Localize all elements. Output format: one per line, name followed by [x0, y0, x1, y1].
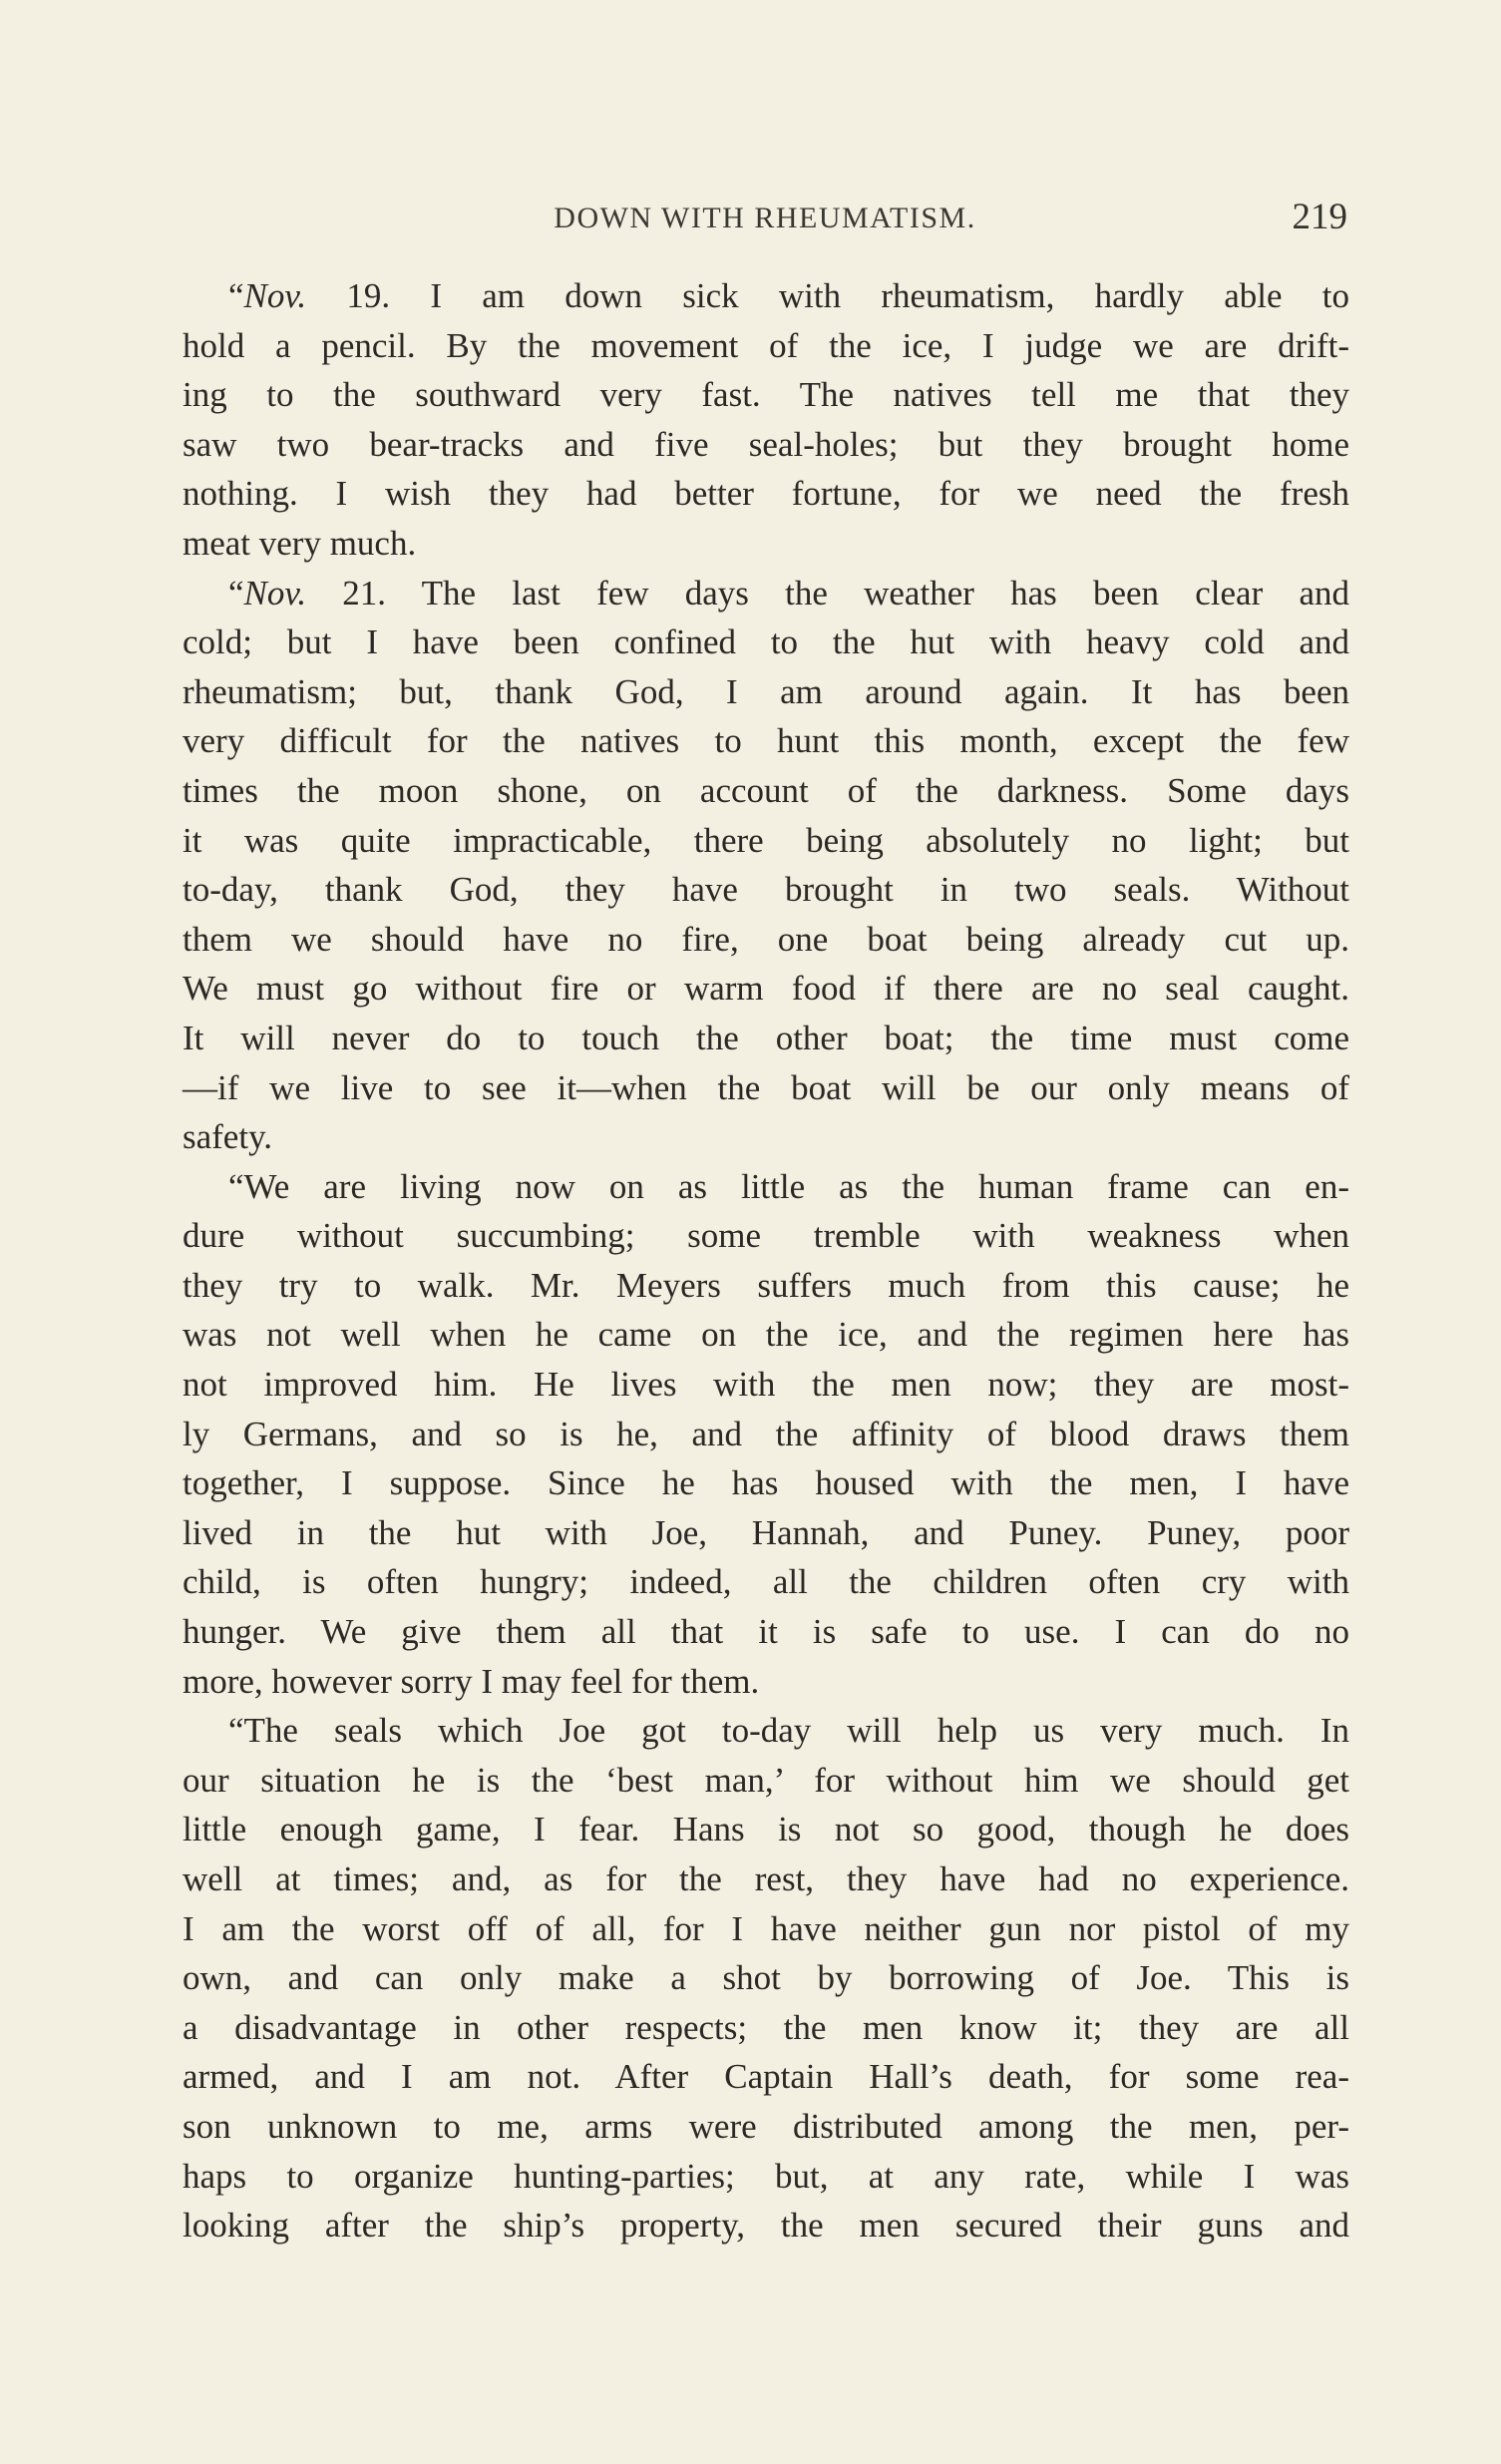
text-line: hunger. We give them all that it is safe to use. I can do no — [183, 1612, 1349, 1652]
text-line: was not well when he came on the ice, and the regimen here has — [183, 1315, 1349, 1355]
text-line: own, and can only make a shot by borrowing of Joe. This is — [183, 1958, 1349, 1998]
text-line: safety. — [183, 1117, 273, 1157]
text-line: son unknown to me, arms were distributed among the men, per- — [183, 2106, 1349, 2146]
text-line: “Nov. 19. I am down sick with rheumatism, hardly able to — [228, 276, 1349, 315]
text-line: hold a pencil. By the movement of the ice, I judge we are drift- — [183, 325, 1349, 365]
text-line: looking after the ship’s property, the men secured their guns and — [183, 2206, 1349, 2246]
text-line: together, I suppose. Since he has housed with the men, I have — [183, 1463, 1349, 1503]
text-line: times the moon shone, on account of the darkness. Some days — [183, 770, 1349, 810]
text-line: cold; but I have been confined to the hut with heavy cold and — [183, 622, 1349, 662]
text-line: child, is often hungry; indeed, all the children often cry with — [183, 1562, 1349, 1602]
running-head — [183, 196, 1347, 245]
paragraph — [183, 1706, 1349, 2251]
text-line: saw two bear-tracks and five seal-holes; but they brought home — [183, 424, 1349, 464]
text-line: We must go without fire or warm food if there are no seal caught. — [183, 969, 1349, 1009]
text-line: ly Germans, and so is he, and the affinity of blood draws them — [183, 1414, 1349, 1453]
text-line: I am the worst off of all, for I have neither gun nor pistol of my — [183, 1908, 1349, 1948]
text-line: meat very much. — [183, 523, 417, 563]
text-line: more, however sorry I may feel for them. — [183, 1661, 760, 1701]
paragraph — [183, 271, 1349, 569]
text-line: nothing. I wish they had better fortune, for we need the fresh — [183, 474, 1349, 514]
body-text — [183, 271, 1349, 2251]
text-line: It will never do to touch the other boat; the time must come — [183, 1018, 1349, 1057]
text-line: not improved him. He lives with the men now; they are most- — [183, 1365, 1349, 1405]
paragraph — [183, 1162, 1349, 1707]
text-line: very difficult for the natives to hunt this month, except the few — [183, 721, 1349, 761]
running-title: DOWN WITH RHEUMATISM. — [554, 202, 976, 234]
text-line: it was quite impracticable, there being absolutely no light; but — [183, 820, 1349, 860]
text-line: to-day, thank God, they have brought in two seals. Without — [183, 870, 1349, 910]
text-line: them we should have no fire, one boat being already cut up. — [183, 919, 1349, 959]
text-line: our situation he is the ‘best man,’ for without him we should get — [183, 1760, 1349, 1800]
text-line: haps to organize hunting-parties; but, at any rate, while I was — [183, 2156, 1349, 2196]
text-line: —if we live to see it—when the boat will be our only means of — [183, 1067, 1349, 1107]
text-line: lived in the hut with Joe, Hannah, and Puney. Puney, poor — [183, 1512, 1349, 1552]
text-line: “We are living now on as little as the human frame can en- — [228, 1166, 1349, 1206]
page-number: 219 — [1292, 197, 1347, 237]
text-line: they try to walk. Mr. Meyers suffers much from this cause; he — [183, 1265, 1349, 1305]
text-line: “The seals which Joe got to-day will help us very much. In — [228, 1711, 1349, 1751]
text-line: little enough game, I fear. Hans is not so good, though he does — [183, 1810, 1349, 1849]
text-line: dure without succumbing; some tremble with weakness when — [183, 1216, 1349, 1256]
text-line: ing to the southward very fast. The natives tell me that they — [183, 375, 1349, 415]
paragraph — [183, 569, 1349, 1162]
text-line: rheumatism; but, thank God, I am around again. It has been — [183, 671, 1349, 711]
text-line: well at times; and, as for the rest, they have had no experience. — [183, 1859, 1349, 1898]
text-line: armed, and I am not. After Captain Hall’s death, for some rea- — [183, 2057, 1349, 2097]
text-line: “Nov. 21. The last few days the weather has been clear and — [228, 573, 1349, 613]
text-line: a disadvantage in other respects; the men know it; they are all — [183, 2007, 1349, 2047]
